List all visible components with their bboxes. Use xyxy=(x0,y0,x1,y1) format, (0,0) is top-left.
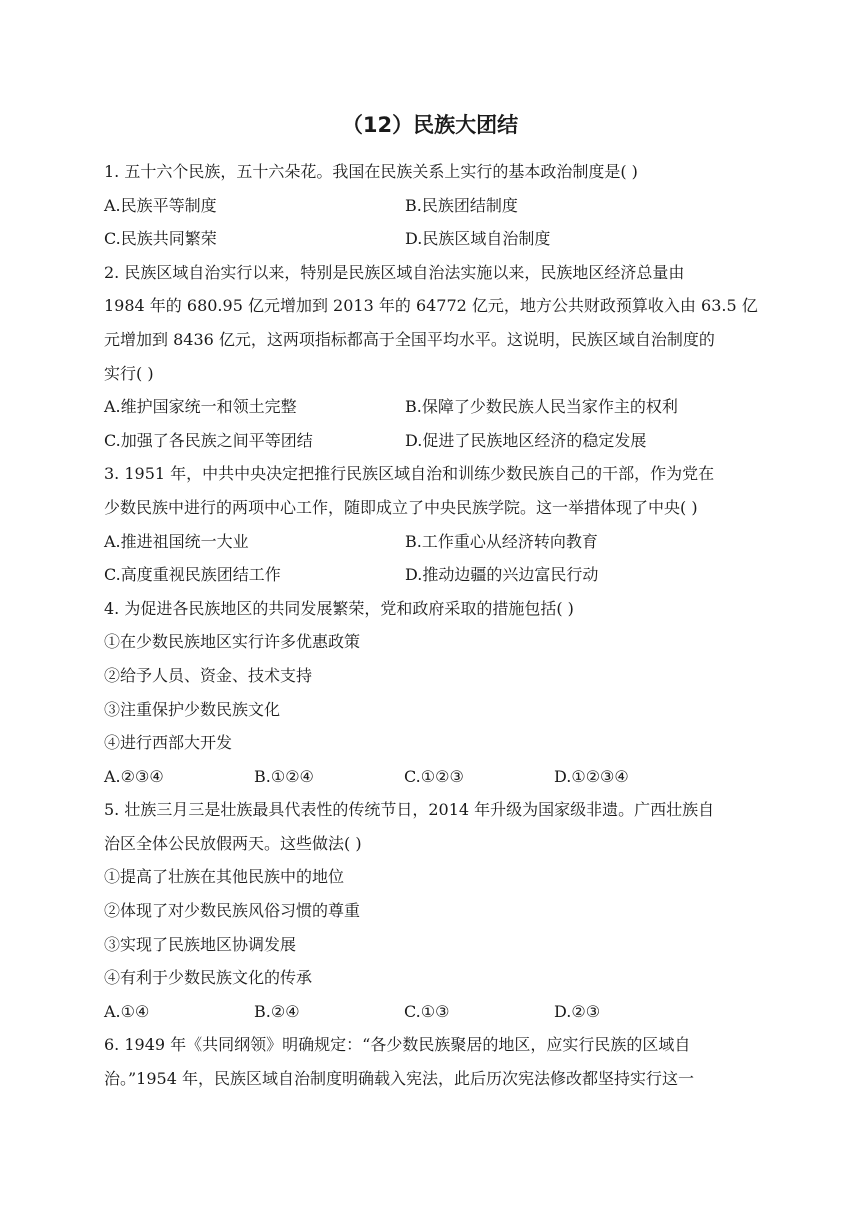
q1-option-b: B.民族团结制度 xyxy=(405,195,518,215)
q5-stem-line: 5. 壮族三月三是壮族最具代表性的传统节日，2014 年升级为国家级非遗。广西壮族自 xyxy=(104,800,715,820)
q1-options-row-2 xyxy=(104,222,764,256)
q3-option-a: A.推进祖国统一大业 xyxy=(104,531,249,551)
q1-options-row-1 xyxy=(104,189,764,223)
q2-stem-line: 实行( ) xyxy=(104,363,154,383)
q2-options-row-2 xyxy=(104,424,764,458)
q5-item: ①提高了壮族在其他民族中的地位 xyxy=(104,867,345,887)
q5-option-a: A.①④ xyxy=(104,1001,150,1021)
q6-stem-line: 6. 1949 年《共同纲领》明确规定：“各少数民族聚居的地区，应实行民族的区域自 xyxy=(104,1035,691,1055)
q5-option-d: D.②③ xyxy=(554,1001,601,1021)
q3-stem-line: 3. 1951 年，中共中央决定把推行民族区域自治和训练少数民族自己的干部，作为党在 xyxy=(104,464,715,484)
q6-stem-line: 治。”1954 年，民族区域自治制度明确载入宪法，此后历次宪法修改都坚持实行这一 xyxy=(104,1069,694,1089)
q1-option-d: D.民族区域自治制度 xyxy=(405,229,551,249)
q3-stem-line: 少数民族中进行的两项中心工作，随即成立了中央民族学院。这一举措体现了中央( ) xyxy=(104,497,698,517)
q3-option-b: B.工作重心从经济转向教育 xyxy=(405,531,598,551)
q4-option-c: C.①②③ xyxy=(404,766,464,786)
q3-option-d: D.推动边疆的兴边富民行动 xyxy=(405,565,599,585)
q4-item: ③注重保护少数民族文化 xyxy=(104,699,281,719)
q4-options xyxy=(104,760,764,794)
q4-stem: 4. 为促进各民族地区的共同发展繁荣，党和政府采取的措施包括( ) xyxy=(104,598,574,618)
q5-item: ③实现了民族地区协调发展 xyxy=(104,934,297,954)
q2-option-d: D.促进了民族地区经济的稳定发展 xyxy=(405,430,647,450)
page-title: （12）民族大团结 xyxy=(341,113,519,137)
question-list xyxy=(104,155,764,1096)
q3-option-c: C.高度重视民族团结工作 xyxy=(104,565,281,585)
q5-stem-line: 治区全体公民放假两天。这些做法( ) xyxy=(104,833,362,853)
q3-options-row-1 xyxy=(104,525,764,559)
q5-options xyxy=(104,995,764,1029)
q5-item: ④有利于少数民族文化的传承 xyxy=(104,968,313,988)
q2-stem-line: 元增加到 8436 亿元，这两项指标都高于全国平均水平。这说明，民族区域自治制度的 xyxy=(104,329,715,349)
q5-option-b: B.②④ xyxy=(254,1001,300,1021)
q5-item: ②体现了对少数民族风俗习惯的尊重 xyxy=(104,901,361,921)
q3-options-row-2 xyxy=(104,558,764,592)
q2-option-a: A.维护国家统一和领土完整 xyxy=(104,397,297,417)
q4-option-a: A.②③④ xyxy=(104,766,164,786)
q2-stem-line: 2. 民族区域自治实行以来，特别是民族区域自治法实施以来，民族地区经济总量由 xyxy=(104,262,685,282)
q4-option-d: D.①②③④ xyxy=(554,766,629,786)
q4-item: ①在少数民族地区实行许多优惠政策 xyxy=(104,632,361,652)
q2-option-b: B.保障了少数民族人民当家作主的权利 xyxy=(405,397,678,417)
q2-stem-line: 1984 年的 680.95 亿元增加到 2013 年的 64772 亿元，地方公共财政预算收入由 63.5 亿 xyxy=(104,296,758,316)
q2-options-row-1 xyxy=(104,390,764,424)
q1-option-a: A.民族平等制度 xyxy=(104,195,217,215)
q4-item: ④进行西部大开发 xyxy=(104,733,233,753)
q4-item: ②给予人员、资金、技术支持 xyxy=(104,665,313,685)
q1-stem: 1. 五十六个民族，五十六朵花。我国在民族关系上实行的基本政治制度是( ) xyxy=(104,162,638,181)
q5-option-c: C.①③ xyxy=(404,1001,450,1021)
q2-option-c: C.加强了各民族之间平等团结 xyxy=(104,430,313,450)
q4-option-b: B.①②④ xyxy=(254,766,314,786)
q1-option-c: C.民族共同繁荣 xyxy=(104,229,217,249)
